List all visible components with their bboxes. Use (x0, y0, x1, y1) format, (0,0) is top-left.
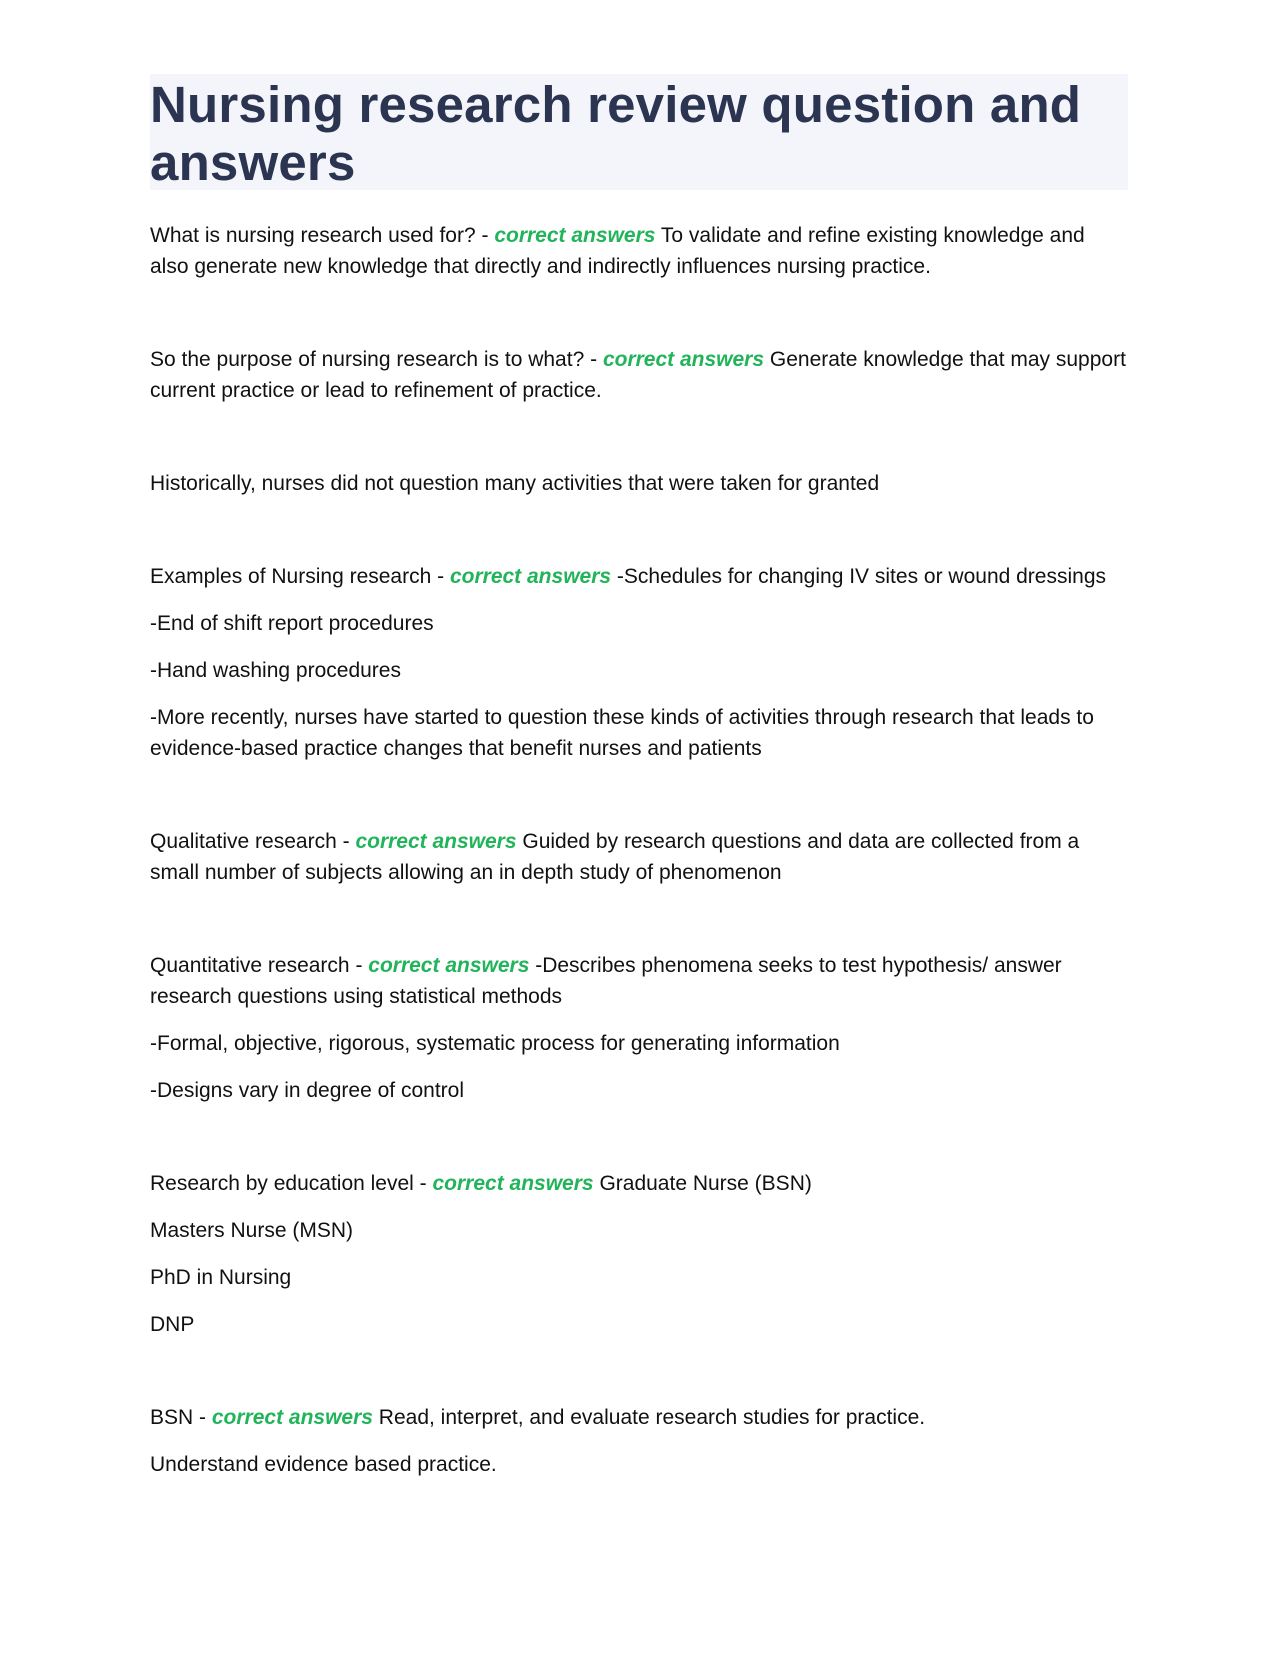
answer-text: Graduate Nurse (BSN) (599, 1172, 812, 1195)
answer-continuation: DNP (150, 1313, 195, 1336)
question-text: Research by education level (150, 1172, 414, 1195)
qa-question-line (150, 561, 1128, 592)
correct-answers-label: correct answers (602, 348, 765, 371)
answer-text: Guided by research questions and data are collected from a small number of subjects allowing an in depth study of phenomenon (150, 830, 1080, 884)
answer-continuation: -Hand washing procedures (150, 659, 401, 682)
question-text: Quantitative research (150, 954, 350, 977)
statement-line: Historically, nurses did not question many activities that were taken for granted (150, 472, 880, 495)
answer-continuation: -More recently, nurses have started to question these kinds of activities through research that leads to evidence-based practice changes that benefit nurses and patients (150, 706, 1094, 760)
qa-question-line (150, 344, 1128, 406)
qa-question-line (150, 950, 1128, 1012)
separator: - (475, 224, 495, 247)
qa-entry (150, 344, 1128, 406)
qa-entry (150, 561, 1128, 764)
answer-continuation: Masters Nurse (MSN) (150, 1219, 354, 1242)
answer-text: To validate and refine existing knowledge and also generate new knowledge that directly and indirectly influences nursing practice. (150, 224, 1085, 278)
qa-entry (150, 1168, 1128, 1340)
separator: - (336, 830, 356, 853)
question-text: Examples of Nursing research (150, 565, 432, 588)
answer-text: -Schedules for changing IV sites or wound dressings (616, 565, 1107, 588)
separator: - (193, 1406, 212, 1429)
correct-answers-label: correct answers (355, 830, 517, 853)
answer-continuation: PhD in Nursing (150, 1266, 292, 1289)
question-text: So the purpose of nursing research is to what? (150, 348, 585, 371)
qa-entry (150, 1402, 1128, 1480)
qa-entry (150, 468, 1128, 499)
qa-entry (150, 950, 1128, 1106)
qa-entry (150, 826, 1128, 888)
separator: - (584, 348, 603, 371)
answer-continuation: -End of shift report procedures (150, 612, 434, 635)
qa-question-line (150, 220, 1128, 282)
qa-question-line (150, 1168, 1128, 1199)
separator: - (431, 565, 450, 588)
separator: - (413, 1172, 433, 1195)
question-text: BSN (150, 1406, 194, 1429)
question-text: What is nursing research used for? (150, 224, 476, 247)
answer-continuation: Understand evidence based practice. (150, 1453, 497, 1476)
page-title: Nursing research review question and answers (150, 76, 1082, 191)
qa-entry (150, 220, 1128, 282)
document-page (150, 74, 1128, 1542)
answer-text: Read, interpret, and evaluate research studies for practice. (378, 1406, 926, 1429)
qa-question-line (150, 826, 1128, 888)
correct-answers-label: correct answers (494, 224, 656, 247)
question-text: Qualitative research (150, 830, 337, 853)
correct-answers-label: correct answers (432, 1172, 594, 1195)
correct-answers-label: correct answers (449, 565, 612, 588)
title-banner (150, 74, 1128, 190)
answer-text: Generate knowledge that may support current practice or lead to refinement of practice. (150, 348, 1126, 402)
separator: - (349, 954, 369, 977)
qa-question-line (150, 1402, 1128, 1433)
correct-answers-label: correct answers (211, 1406, 373, 1429)
answer-continuation: -Designs vary in degree of control (150, 1079, 464, 1102)
qa-content (150, 220, 1128, 1480)
answer-text: -Describes phenomena seeks to test hypothesis/ answer research questions using statistical methods (150, 954, 1062, 1008)
correct-answers-label: correct answers (368, 954, 530, 977)
answer-continuation: -Formal, objective, rigorous, systematic process for generating information (150, 1032, 840, 1055)
